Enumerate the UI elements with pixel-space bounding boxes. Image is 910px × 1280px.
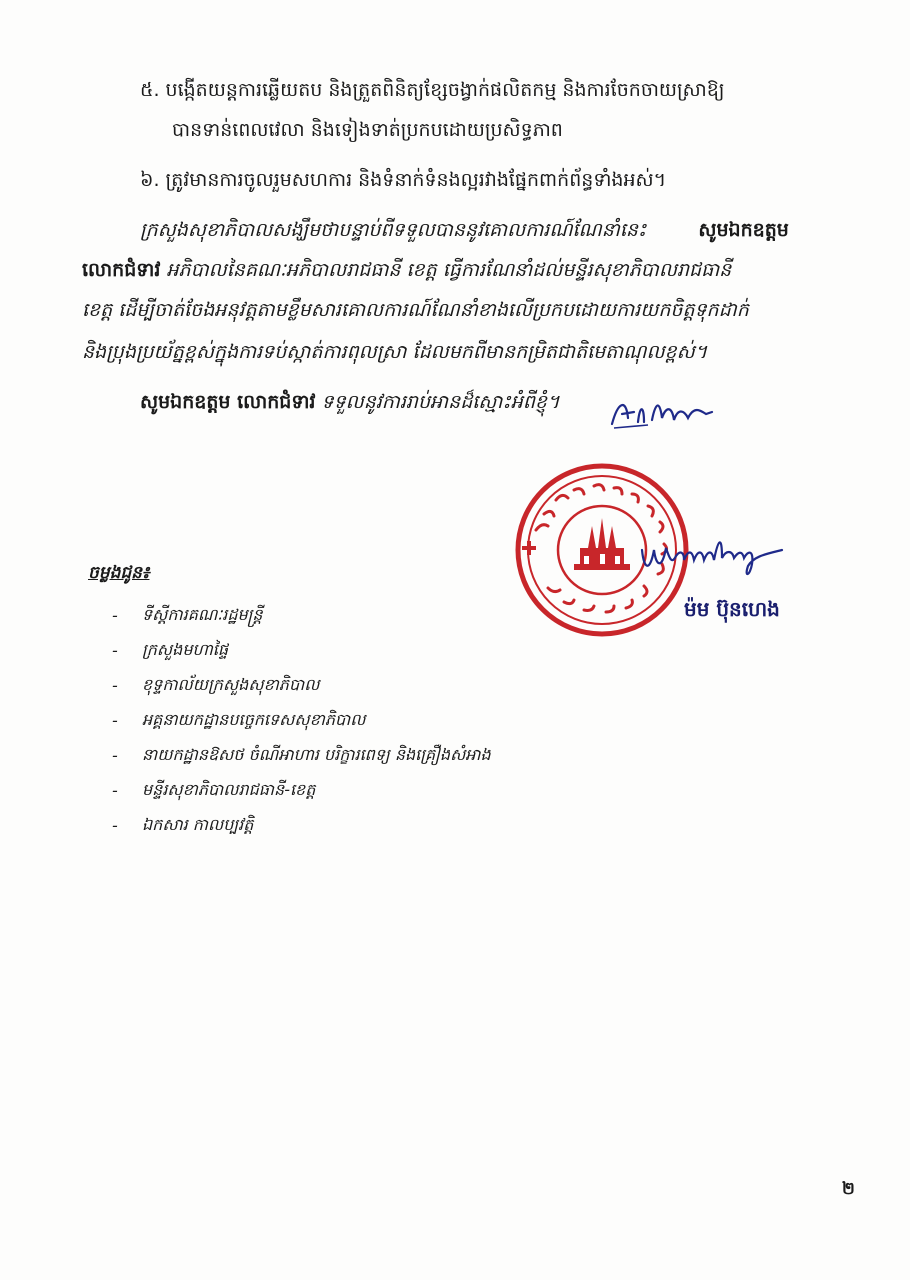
closing-line: [140, 384, 559, 420]
body-paragraph-line-4: និងប្រុងប្រយ័ត្នខ្ពស់ក្នុងការទប់ស្កាត់ការពុលស្រា ដែលមកពីមានកម្រិតជាតិមេតាណុលខ្ពស់។: [82, 341, 708, 363]
closing-text: ទទួលនូវការរាប់អានដ៏ស្មោះអំពីខ្ញុំ។: [315, 391, 560, 413]
cc-title: ចម្លងជូន៖: [88, 563, 150, 583]
body-paragraph-line-1: [140, 212, 789, 248]
body-paragraph-line-3: ខេត្ត ដើម្បីចាត់ចែងអនុវត្តតាមខ្លឹមសារគោលការណ៍ណែនាំខាងលើប្រកបដោយការយកចិត្តទុកដាក់: [82, 299, 749, 321]
body-line-2-text: អភិបាលនៃគណៈអភិបាលរាជធានី ខេត្ត ធ្វើការណែនាំដល់មន្ទីរសុខាភិបាលរាជធានី: [160, 259, 732, 281]
cc-list-item: - អគ្គនាយកដ្ឋានបច្ចេកទេសសុខាភិបាល: [112, 709, 366, 730]
signer-name: ម៉ម ប៊ុនហេង: [684, 597, 780, 621]
cc-list-item: - ក្រសួងមហាផ្ទៃ: [112, 639, 229, 660]
initial-signature-icon: [608, 392, 718, 432]
body-paragraph-line-2: [82, 252, 731, 288]
addressee-title-2: លោកជំទាវ: [82, 259, 161, 281]
cc-list: [112, 598, 491, 843]
cc-list-item: - នាយកដ្ឋានឱសថ ចំណីអាហារ បរិក្ខារពេទ្យ និងគ្រឿងសំអាង: [112, 744, 491, 765]
item-5-line-2: បានទាន់ពេលវេលា និងទៀងទាត់ប្រកបដោយប្រសិទ្ធភាព: [172, 119, 563, 141]
body-line-1-text: ក្រសួងសុខាភិបាលសង្ឃឹមថាបន្ទាប់ពីទទួលបាននូវគោលការណ៍ណែនាំនេះ: [140, 219, 647, 241]
cc-list-item: - ឯកសារ កាលប្បវត្តិ: [112, 814, 254, 835]
item-6: ៦. ត្រូវមានការចូលរួមសហការ និងទំនាក់ទំនងល្អរវាងផ្នែកពាក់ព័ន្ធទាំងអស់។: [140, 169, 667, 191]
page-number: ២: [842, 1179, 855, 1199]
cc-list-item: - មន្ទីរសុខាភិបាលរាជធានី-ខេត្ត: [112, 779, 316, 800]
closing-addressee: សូមឯកឧត្តម លោកជំទាវ: [140, 391, 316, 413]
item-5-line-1: ៥. បង្កើតយន្តការឆ្លើយតប និងត្រួតពិនិត្យខ្សែចង្វាក់ផលិតកម្ម និងការចែកចាយស្រាឱ្យ: [140, 79, 725, 101]
addressee-title: សូមឯកឧត្តម: [698, 219, 789, 241]
cc-list-item: - ទីស្តីការគណៈរដ្ឋមន្ត្រី: [112, 604, 263, 625]
handwritten-signature-icon: [636, 520, 796, 590]
cc-list-item: - ខុទ្ទកាល័យក្រសួងសុខាភិបាល: [112, 674, 320, 695]
